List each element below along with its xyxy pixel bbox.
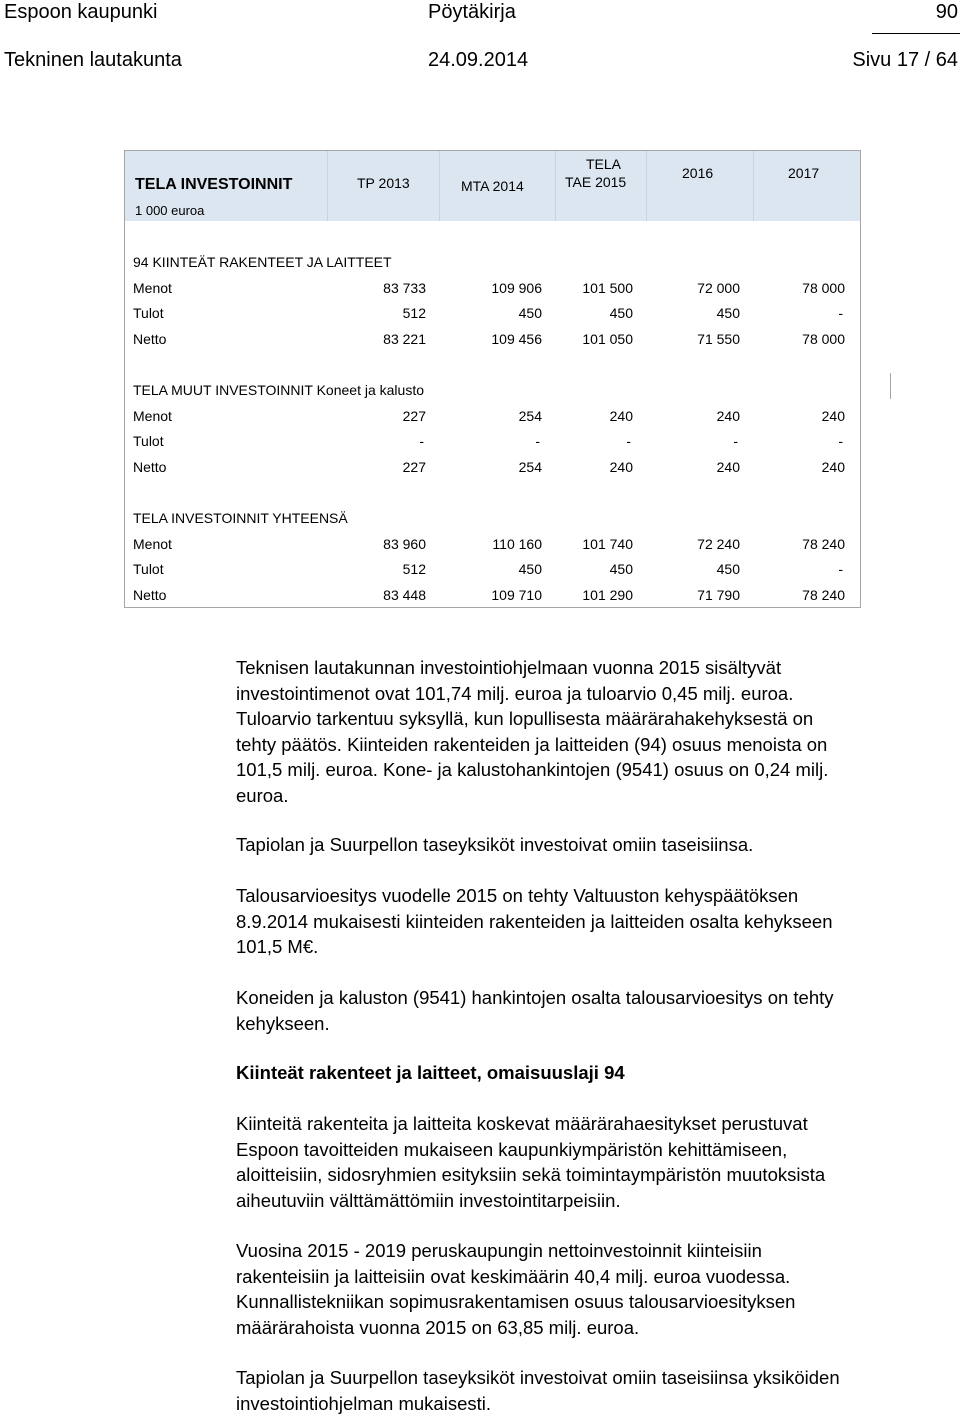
document-type: Pöytäkirja: [428, 1, 516, 23]
table-row: Menot 83 733 109 906 101 500 72 000 78 000: [133, 280, 845, 296]
column-header-tela: TELA: [586, 156, 622, 172]
table-row: Tulot 512 450 450 450 -: [133, 305, 843, 321]
section-title: 94 KIINTEÄT RAKENTEET JA LAITTEET: [133, 254, 392, 270]
paragraph-investment-summary: Teknisen lautakunnan investointiohjelmaan vuonna 2015 sisältyvät investointimenot ovat 101,74 milj. euroa ja tuloarvio 0,45 milj. euroa. Tuloarvio tarkentuu syksyllä, kun lopullisesta määrärahakehyksestä on tehty päätös. Kiinteiden rakenteiden ja laitteiden (94) osuus menoista on 101,5 milj. euroa. Kone- ja kalustohankintojen (9541) osuus on 0,24 milj. euroa.: [236, 657, 829, 806]
table-unit: 1 000 euroa: [135, 203, 205, 218]
paragraph-structures: Kiinteitä rakenteita ja laitteita koskevat määrärahaesitykset perustuvat Espoon tavoitteiden mukaiseen kaupunkiympäristön kehittämiseen, aloitteisiin, sidosryhmien esityksiin sekä toimintaympäristön muutoksista aiheutuviin välttämättömiin investointitarpeisiin.: [236, 1113, 826, 1211]
paragraph-machinery: Koneiden ja kaluston (9541) hankintojen osalta talousarvioesitys on tehty kehykseen.: [236, 987, 834, 1034]
table-row: Netto 83 448 109 710 101 290 71 790 78 240: [133, 587, 845, 603]
paragraph-tapiola-suurpelto: Tapiolan ja Suurpellon taseyksiköt investoivat omiin taseisiinsa.: [236, 834, 754, 855]
investment-table: [124, 150, 861, 608]
organization-name: Espoon kaupunki: [4, 1, 158, 23]
table-row: Menot 227 254 240 240 240: [133, 408, 845, 424]
section-number: 90: [935, 1, 958, 23]
table-header: [125, 151, 860, 221]
table-row: Tulot - - - - -: [133, 433, 843, 449]
paragraph-budget-proposal: Talousarvioesitys vuodelle 2015 on tehty Valtuuston kehyspäätöksen 8.9.2014 mukaisesti kiinteiden rakenteiden ja laitteiden osalta kehykseen 101,5 M€.: [236, 885, 833, 958]
paragraph-tapiola-units: Tapiolan ja Suurpellon taseyksiköt investoivat omiin taseisiinsa yksiköiden investointiohjelman mukaisesti.: [236, 1367, 840, 1414]
table-row: Netto 227 254 240 240 240: [133, 459, 845, 475]
section-number-underline: [872, 33, 960, 34]
table-row: Tulot 512 450 450 450 -: [133, 561, 843, 577]
page-indicator: Sivu 17 / 64: [852, 49, 958, 71]
table-row: Netto 83 221 109 456 101 050 71 550 78 000: [133, 331, 845, 347]
column-header-mta2014: MTA 2014: [461, 178, 524, 194]
table-row: Menot 83 960 110 160 101 740 72 240 78 240: [133, 536, 845, 552]
column-header-2016: 2016: [682, 165, 714, 181]
column-header-2017: 2017: [788, 165, 820, 181]
table-title: TELA INVESTOINNIT: [135, 176, 293, 193]
paragraph-net-investments: Vuosina 2015 - 2019 peruskaupungin nettoinvestoinnit kiinteisiin rakenteisiin ja laitteisiin ovat keskimäärin 40,4 milj. euroa vuodessa. Kunnallistekniikan sopimusrakentamisen osuus talousarvioesityksen määrärahoista vuonna 2015 on 63,85 milj. euroa.: [236, 1240, 796, 1338]
column-header-tae2015: TAE 2015: [565, 174, 627, 190]
meeting-date: 24.09.2014: [428, 49, 529, 71]
column-header-tp2013: TP 2013: [357, 175, 410, 191]
section-title: TELA MUUT INVESTOINNIT Koneet ja kalusto: [133, 382, 424, 398]
committee-name: Tekninen lautakunta: [4, 49, 182, 71]
table-edge-mark: [890, 373, 891, 399]
section-heading: Kiinteät rakenteet ja laitteet, omaisuuslaji 94: [236, 1062, 625, 1083]
section-title: TELA INVESTOINNIT YHTEENSÄ: [133, 510, 348, 526]
